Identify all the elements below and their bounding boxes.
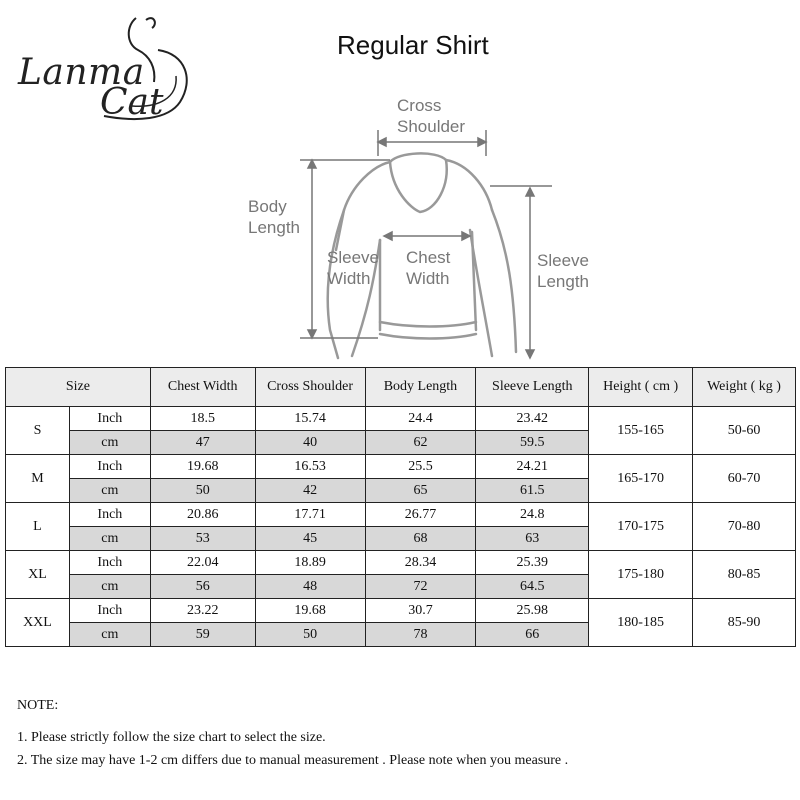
body-cm-cell: 78 xyxy=(365,623,476,647)
weight-cell: 85-90 xyxy=(693,599,796,647)
sleeve-inch-cell: 24.21 xyxy=(476,455,589,479)
shoulder-cm-cell: 48 xyxy=(255,575,365,599)
unit-cell: cm xyxy=(69,479,150,503)
table-row xyxy=(6,551,796,575)
chest-inch-cell: 20.86 xyxy=(150,503,255,527)
height-cell: 155-165 xyxy=(589,407,693,455)
sleeve-inch-cell: 23.42 xyxy=(476,407,589,431)
header-chest-width: Chest Width xyxy=(150,368,255,407)
height-cell: 170-175 xyxy=(589,503,693,551)
shoulder-inch-cell: 19.68 xyxy=(255,599,365,623)
note-item: 2. The size may have 1-2 cm differs due to manual measurement . Please note when you measure . xyxy=(17,753,569,768)
header-cross-shoulder: Cross Shoulder xyxy=(255,368,365,407)
table-row xyxy=(6,455,796,479)
chest-cm-cell: 53 xyxy=(150,527,255,551)
unit-cell: cm xyxy=(69,527,150,551)
shoulder-inch-cell: 17.71 xyxy=(255,503,365,527)
label-cross-shoulder: Cross Shoulder xyxy=(397,96,466,136)
label-sleeve-length: Sleeve Length xyxy=(537,251,589,291)
shoulder-inch-cell: 16.53 xyxy=(255,455,365,479)
unit-cell: Inch xyxy=(69,455,150,479)
brand-logo xyxy=(8,10,198,125)
unit-cell: Inch xyxy=(69,503,150,527)
weight-cell: 70-80 xyxy=(693,503,796,551)
logo-text-lanma: Lanma xyxy=(18,52,145,93)
unit-cell: Inch xyxy=(69,407,150,431)
size-cell: XL xyxy=(6,551,70,599)
shirt-diagram xyxy=(240,90,620,362)
sleeve-cm-cell: 66 xyxy=(476,623,589,647)
header-height: Height ( cm ) xyxy=(589,368,693,407)
note-item: 1. Please strictly follow the size chart to select the size. xyxy=(17,730,326,745)
weight-cell: 50-60 xyxy=(693,407,796,455)
body-cm-cell: 68 xyxy=(365,527,476,551)
sleeve-cm-cell: 64.5 xyxy=(476,575,589,599)
header-sleeve-length: Sleeve Length xyxy=(476,368,589,407)
height-cell: 180-185 xyxy=(589,599,693,647)
logo-text-cat: Cat xyxy=(100,82,164,123)
label-chest-width: Chest Width xyxy=(406,248,451,288)
chest-cm-cell: 47 xyxy=(150,431,255,455)
body-cm-cell: 72 xyxy=(365,575,476,599)
sleeve-inch-cell: 24.8 xyxy=(476,503,589,527)
unit-cell: cm xyxy=(69,623,150,647)
table-row xyxy=(6,503,796,527)
body-inch-cell: 24.4 xyxy=(365,407,476,431)
sleeve-cm-cell: 63 xyxy=(476,527,589,551)
notes-heading: NOTE: xyxy=(17,698,59,713)
unit-cell: cm xyxy=(69,431,150,455)
label-body-length: Body Length xyxy=(248,197,300,237)
header-body-length: Body Length xyxy=(365,368,476,407)
shoulder-cm-cell: 50 xyxy=(255,623,365,647)
weight-cell: 60-70 xyxy=(693,455,796,503)
chest-inch-cell: 18.5 xyxy=(150,407,255,431)
shoulder-cm-cell: 40 xyxy=(255,431,365,455)
size-cell: S xyxy=(6,407,70,455)
chest-cm-cell: 56 xyxy=(150,575,255,599)
chest-inch-cell: 22.04 xyxy=(150,551,255,575)
weight-cell: 80-85 xyxy=(693,551,796,599)
chest-cm-cell: 50 xyxy=(150,479,255,503)
body-cm-cell: 62 xyxy=(365,431,476,455)
size-cell: L xyxy=(6,503,70,551)
table-row xyxy=(6,599,796,623)
body-inch-cell: 25.5 xyxy=(365,455,476,479)
shoulder-inch-cell: 15.74 xyxy=(255,407,365,431)
size-chart-table xyxy=(5,367,796,647)
shoulder-cm-cell: 45 xyxy=(255,527,365,551)
size-cell: XXL xyxy=(6,599,70,647)
shoulder-inch-cell: 18.89 xyxy=(255,551,365,575)
size-cell: M xyxy=(6,455,70,503)
sleeve-cm-cell: 59.5 xyxy=(476,431,589,455)
height-cell: 175-180 xyxy=(589,551,693,599)
header-weight: Weight ( kg ) xyxy=(693,368,796,407)
table-header-row xyxy=(6,368,796,407)
header-size: Size xyxy=(6,368,151,407)
chest-cm-cell: 59 xyxy=(150,623,255,647)
sleeve-inch-cell: 25.98 xyxy=(476,599,589,623)
sleeve-inch-cell: 25.39 xyxy=(476,551,589,575)
unit-cell: Inch xyxy=(69,551,150,575)
body-inch-cell: 30.7 xyxy=(365,599,476,623)
sleeve-cm-cell: 61.5 xyxy=(476,479,589,503)
chest-inch-cell: 23.22 xyxy=(150,599,255,623)
unit-cell: Inch xyxy=(69,599,150,623)
height-cell: 165-170 xyxy=(589,455,693,503)
chest-inch-cell: 19.68 xyxy=(150,455,255,479)
label-sleeve-width: Sleeve Width xyxy=(327,248,379,288)
body-inch-cell: 28.34 xyxy=(365,551,476,575)
body-cm-cell: 65 xyxy=(365,479,476,503)
unit-cell: cm xyxy=(69,575,150,599)
shoulder-cm-cell: 42 xyxy=(255,479,365,503)
body-inch-cell: 26.77 xyxy=(365,503,476,527)
table-row xyxy=(6,407,796,431)
page-title: Regular Shirt xyxy=(337,30,489,60)
